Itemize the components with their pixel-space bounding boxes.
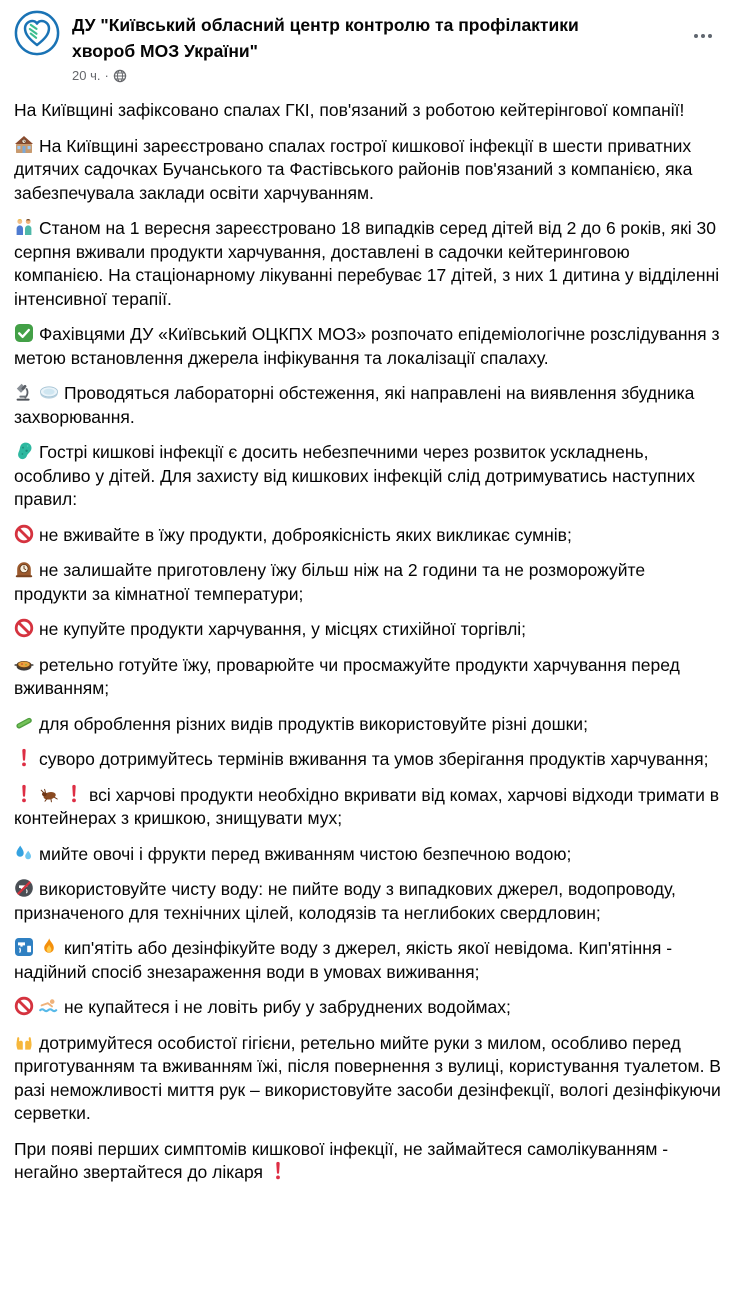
- paragraph-text: мийте овочі і фрукти перед вживанням чистою безпечною водою;: [39, 843, 572, 864]
- post-header: [14, 10, 722, 83]
- potable-water-emoji: [14, 937, 34, 957]
- pan-of-food-emoji: [14, 654, 34, 674]
- post-paragraph: [14, 618, 722, 642]
- fire-emoji: [39, 937, 59, 957]
- paragraph-text: При появі перших симптомів кишкової інфекції, не займайтеся самолікуванням - негайно звертайтеся до лікаря: [14, 1138, 669, 1182]
- post-paragraph: [14, 559, 722, 606]
- page-avatar[interactable]: [14, 10, 60, 56]
- petri-dish-emoji: [39, 382, 59, 402]
- paragraph-text: не купайтеся і не ловіть рибу у забруднених водоймах;: [64, 997, 511, 1017]
- microscope-emoji: [14, 382, 34, 402]
- exclamation-emoji: [14, 784, 34, 804]
- meta-separator: ·: [104, 68, 109, 83]
- prohibited-emoji: [14, 996, 34, 1016]
- post-paragraph: [14, 524, 722, 548]
- post-paragraph: [14, 937, 722, 984]
- mantel-clock-emoji: [14, 559, 34, 579]
- paragraph-text: Станом на 1 вересня зареєстровано 18 випадків серед дітей від 2 до 6 років, які 30 серпня вживали продукти харчування, доставлені в садочки кейтеринговою компанією. На стаціонарному лікуванні перебуває 17 дітей, з них 1 дитина у відділенні інтенсивної терапії.: [14, 218, 720, 309]
- paragraph-text: ретельно готуйте їжу, проварюйте чи просмажуйте продукти харчування перед вживанням;: [14, 654, 680, 698]
- post-paragraph: [14, 843, 722, 867]
- sweat-droplets-emoji: [14, 843, 34, 863]
- paragraph-text: не вживайте в їжу продукти, доброякісність яких викликає сумнів;: [39, 524, 572, 545]
- header-text-block: [72, 10, 632, 83]
- exclamation-emoji: [14, 748, 34, 768]
- post-paragraph: [14, 713, 722, 737]
- post-paragraph: [14, 135, 722, 206]
- couple-emoji: [14, 217, 34, 237]
- paragraph-text: для оброблення різних видів продуктів використовуйте різні дошки;: [39, 713, 588, 734]
- paragraph-text: На Київщині зареєстровано спалах гострої кишкової інфекції в шести приватних дитячих садочках Бучанського та Фастівського районів пов'язаний з компанією, яка забезпечувала заклади освіти харчуванням.: [14, 135, 693, 203]
- check-emoji: [14, 323, 34, 343]
- paragraph-text: Гострі кишкові інфекції є досить небезпечними через розвиток ускладнень, особливо у дітей. Для захисту від кишкових інфекцій слід дотримуватись наступних правил:: [14, 442, 695, 509]
- exclamation-emoji: [268, 1161, 288, 1181]
- paragraph-text: Проводяться лабораторні обстеження, які направлені на виявлення збудника захворювання.: [14, 383, 695, 427]
- post-paragraph: [14, 323, 722, 370]
- prohibited-emoji: [14, 524, 34, 544]
- paragraph-text: не залишайте приготовлену їжу більш ніж на 2 години та не розморожуйте продукти за кімнатної температури;: [14, 560, 646, 604]
- microbe-emoji: [14, 441, 34, 461]
- open-hands-emoji: [14, 1032, 34, 1052]
- three-dots-icon: [694, 34, 712, 38]
- paragraph-text: На Київщині зафіксовано спалах ГКІ, пов'язаний з роботою кейтерінгової компанії!: [14, 100, 685, 120]
- post-paragraph: [14, 382, 722, 429]
- paragraph-text: всі харчові продукти необхідно вкривати від комах, харчові відходи тримати в контейнерах з кришкою, знищувати мух;: [14, 784, 720, 828]
- post-paragraph: [14, 441, 722, 512]
- paragraph-text: використовуйте чисту воду: не пийте воду з випадкових джерел, водопроводу, призначеного для технічних цілей, колодязів та неглибоких свердловин;: [14, 879, 676, 923]
- page-name-link[interactable]: ДУ "Київський обласний центр контролю та профілактики хвороб МОЗ України": [72, 15, 579, 61]
- more-options-button[interactable]: [688, 26, 718, 46]
- post-paragraph: [14, 878, 722, 925]
- paragraph-text: дотримуйтеся особистої гігієни, ретельно мийте руки з милом, особливо перед приготуванням та вживанням їжі, після повернення з вулиці, користування туалетом. В разі неможливості миття рук – використовуйте засоби дезінфекції, вологі дезінфікуючи серветки.: [14, 1032, 721, 1123]
- cucumber-emoji: [14, 713, 34, 733]
- timestamp-label: 20 ч.: [72, 68, 101, 83]
- prohibited-emoji: [14, 618, 34, 638]
- paragraph-text: не купуйте продукти харчування, у місцях стихійної торгівлі;: [39, 619, 527, 639]
- post-paragraph: [14, 1032, 722, 1126]
- heart-shield-logo-icon: [14, 10, 60, 56]
- globe-icon: [113, 69, 127, 83]
- post-paragraph: [14, 784, 722, 831]
- post-paragraph: [14, 996, 722, 1020]
- exclamation-emoji: [64, 784, 84, 804]
- post-body: [14, 99, 722, 1185]
- post-paragraph: [14, 748, 722, 772]
- swimmer-emoji: [39, 996, 59, 1016]
- cockroach-emoji: [39, 784, 59, 804]
- post-paragraph: [14, 1138, 722, 1185]
- paragraph-text: кип'ятіть або дезінфікуйте воду з джерел, якість якої невідома. Кип'ятіння - надійний спосіб знезараження води в умовах виживання;: [14, 938, 673, 982]
- paragraph-text: Фахівцями ДУ «Київський ОЦКПХ МОЗ» розпочато епідеміологічне розслідування з метою встановлення джерела інфікування та локалізації спалаху.: [14, 324, 720, 368]
- school-emoji: [14, 135, 34, 155]
- post-paragraph: [14, 99, 722, 123]
- post-paragraph: [14, 654, 722, 701]
- post-paragraph: [14, 217, 722, 311]
- post-timestamp[interactable]: [72, 68, 632, 83]
- non-potable-water-emoji: [14, 878, 34, 898]
- paragraph-text: суворо дотримуйтесь термінів вживання та умов зберігання продуктів харчування;: [39, 749, 709, 769]
